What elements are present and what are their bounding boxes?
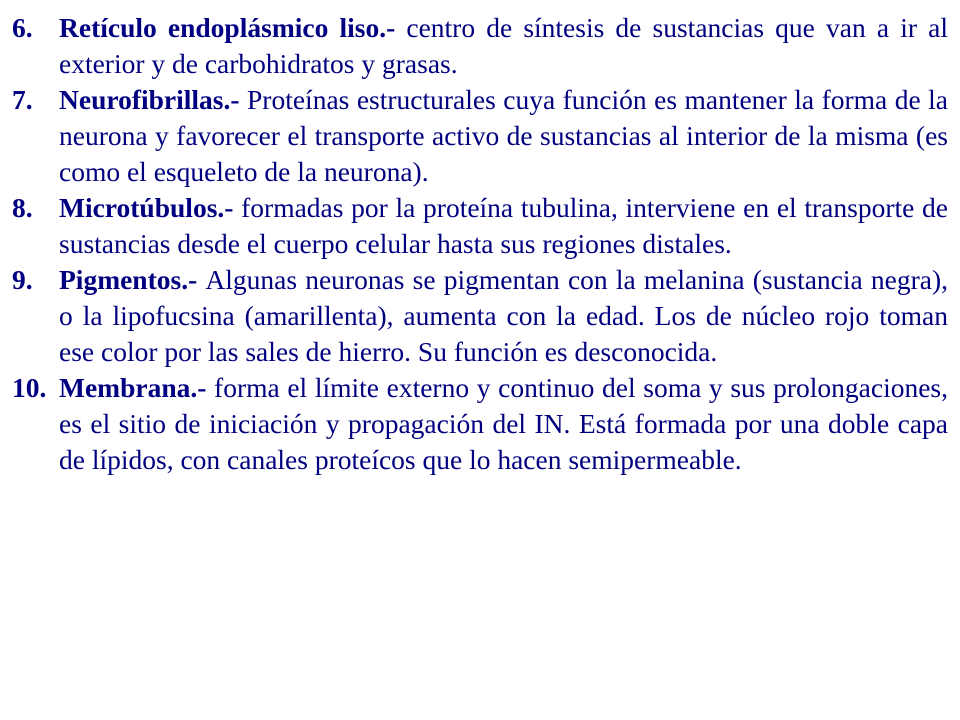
item-description: centro de síntesis de sustancias que van a ir al exterior y de carbohidratos y grasas. [59,12,948,79]
item-number: 10. [12,372,47,403]
item-number: 6. [12,12,33,43]
list-item [12,82,948,190]
item-number: 8. [12,192,33,223]
item-description: forma el límite externo y continuo del soma y sus prolongaciones, es el sitio de iniciación y propagación del IN. Está formada por una doble capa de lípidos, con canales proteícos que lo hacen semipermeable. [59,372,948,475]
item-term: Retículo endoplásmico liso.- [59,12,407,43]
item-number: 9. [12,264,33,295]
list-item [12,262,948,370]
list-item [12,370,948,478]
item-term: Microtúbulos.- [59,192,242,223]
item-term: Pigmentos.- [59,264,206,295]
item-description: formadas por la proteína tubulina, interviene en el transporte de sustancias desde el cuerpo celular hasta sus regiones distales. [59,192,948,259]
list-item [12,190,948,262]
list-item [12,10,948,82]
item-number: 7. [12,84,33,115]
numbered-list [12,10,948,478]
item-description: Algunas neuronas se pigmentan con la melanina (sustancia negra), o la lipofucsina (amarillenta), aumenta con la edad. Los de núcleo rojo toman ese color por las sales de hierro. Su función es desconocida. [59,264,948,367]
item-description: Proteínas estructurales cuya función es mantener la forma de la neurona y favorecer el transporte activo de sustancias al interior de la misma (es como el esqueleto de la neurona). [59,84,948,187]
item-term: Membrana.- [59,372,215,403]
item-term: Neurofibrillas.- [59,84,247,115]
